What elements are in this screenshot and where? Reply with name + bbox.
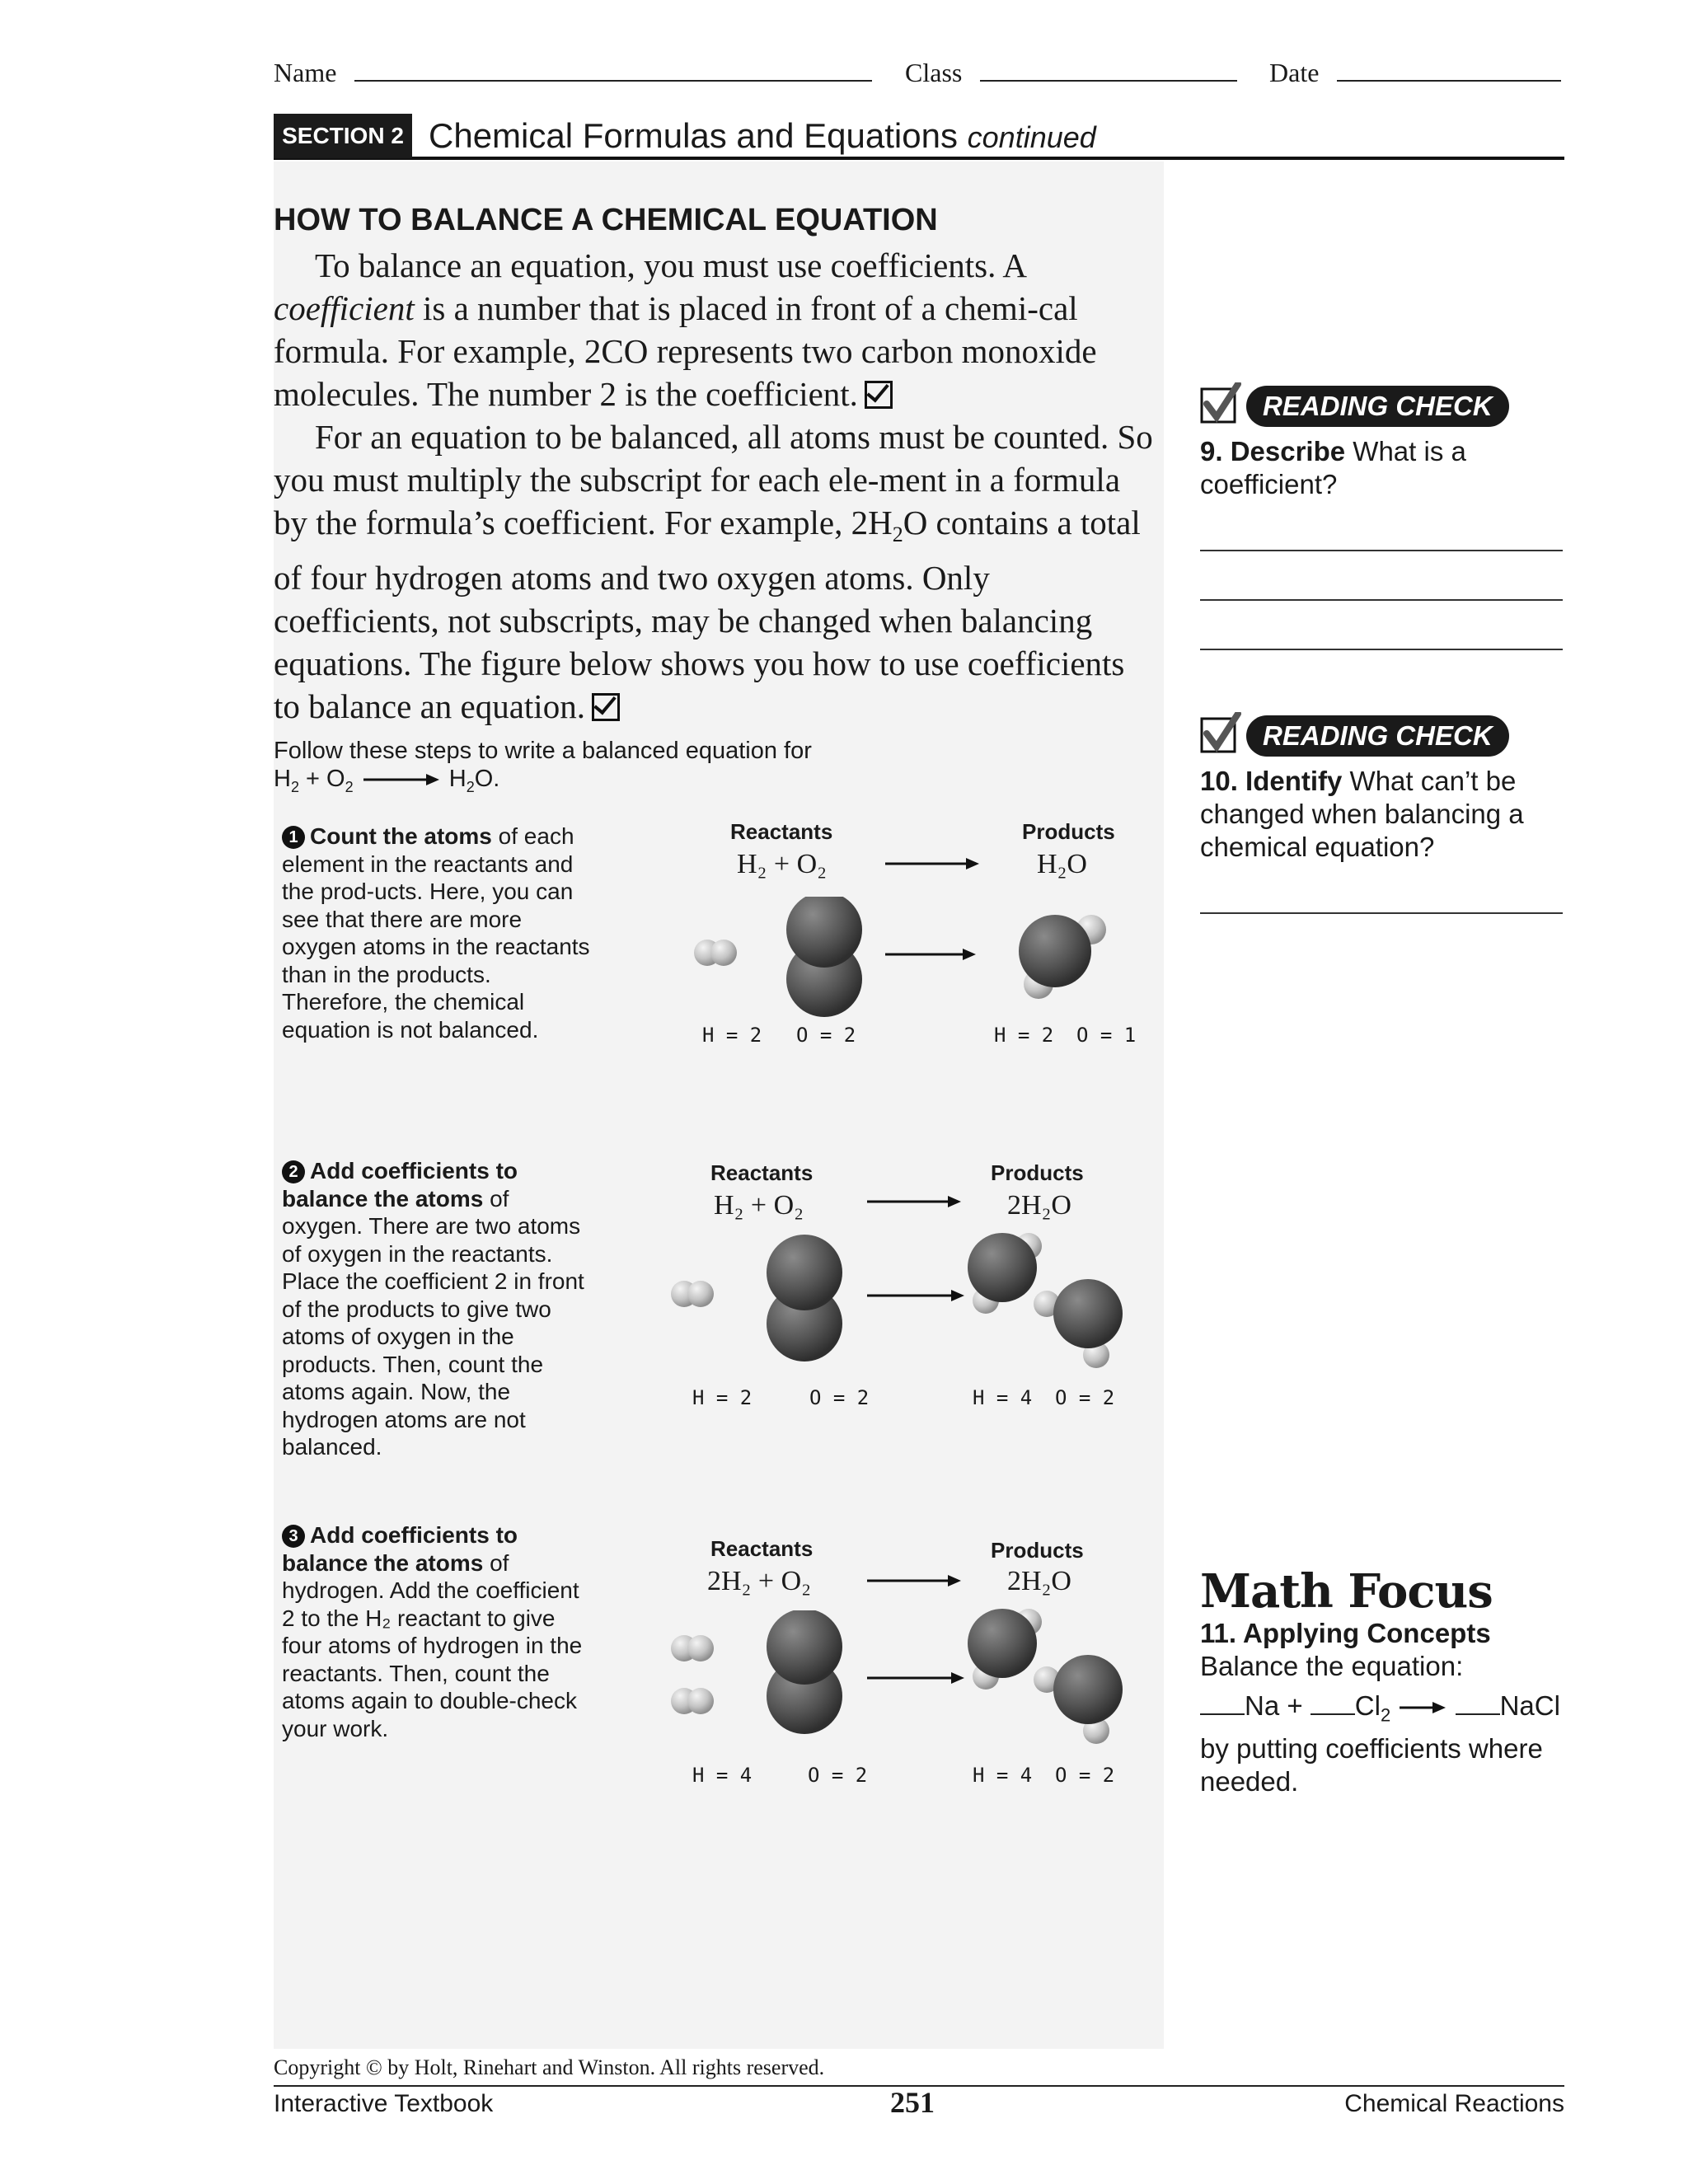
step-3-o-count-right: O = 2	[1055, 1764, 1115, 1787]
intro-sub: 2	[290, 778, 299, 795]
intro-plus: +	[306, 766, 320, 792]
section-continued: continued	[967, 120, 1096, 154]
section-header	[274, 114, 1564, 160]
step-1-molecule-diagram	[684, 897, 1030, 1020]
reading-check-badge	[1200, 707, 1566, 757]
q9-text: What is a coefficient?	[1200, 436, 1466, 499]
date-label: Date	[1269, 58, 1320, 87]
p2-start: For an equation to be balanced, all atoms must be counted. So you must multiply the subscript for each ele-ment in a formula by the formula’s coefficient. For example, 2H	[274, 418, 1153, 541]
paragraph-2	[274, 415, 1156, 728]
coefficient-blank-na[interactable]	[1200, 1713, 1245, 1715]
step-1-text	[282, 823, 595, 1043]
intro-product-h: H	[448, 766, 467, 792]
step-1-products-label: Products	[1022, 819, 1115, 844]
steps-intro	[274, 737, 933, 801]
step-2-o-count-right: O = 2	[1055, 1386, 1115, 1409]
step-3-text	[282, 1521, 595, 1742]
step-3-h-count-left: H = 4	[692, 1764, 753, 1787]
p1-term: coefficient	[274, 289, 415, 327]
p1-end: is a number that is placed in front of a chemi-cal formula. For example, 2CO represents two carbon monoxide molecules. The number 2 is the coefficient.	[274, 289, 1097, 413]
footer-book-title: Interactive Textbook	[274, 2090, 494, 2117]
q9-number: 9.	[1200, 436, 1223, 466]
step-3-molecule-diagram	[664, 1610, 978, 1742]
step-2-h-count-right: H = 4	[973, 1386, 1033, 1409]
checkmark-icon	[1200, 712, 1241, 753]
intro-sub: 2	[466, 778, 475, 795]
coefficient-blank-cl2[interactable]	[1311, 1713, 1355, 1715]
main-heading: HOW TO BALANCE A CHEMICAL EQUATION	[274, 203, 938, 237]
reaction-arrow-icon	[865, 1193, 964, 1210]
step-1-h-count-left: H = 2	[702, 1024, 762, 1047]
p2-subscript: 2	[892, 523, 903, 547]
reading-check-label: READING CHECK	[1246, 386, 1509, 427]
step-3-reactants-equation: 2H₂ + O₂	[707, 1566, 811, 1596]
q11-equation	[1200, 1690, 1568, 1732]
step-1-reactants-label: Reactants	[730, 819, 833, 844]
reading-check-badge	[1200, 377, 1566, 427]
step-2-products-equation: 2H₂O	[1007, 1190, 1071, 1221]
water-molecule-icon	[1009, 903, 1116, 1002]
step-3-products-equation: 2H₂O	[1007, 1566, 1071, 1596]
answer-line-q9[interactable]	[1200, 599, 1563, 601]
reaction-arrow-icon	[360, 771, 443, 788]
q10-number: 10.	[1200, 766, 1238, 796]
q9-verb: Describe	[1230, 436, 1346, 466]
step-3-bold: Add coefficients to balance the atoms	[282, 1522, 518, 1576]
water-molecules-icon	[963, 1231, 1136, 1371]
section-title-text: Chemical Formulas and Equations	[429, 116, 958, 155]
intro-equation	[274, 765, 933, 801]
p2-end: O contains a total of four hydrogen atoms and two oxygen atoms. Only coefficients, not subscripts, may be changed when balancing equations. The figure below shows you how to use coefficients to balance an equation.	[274, 504, 1141, 726]
footer-chapter: Chemical Reactions	[1344, 2090, 1564, 2117]
step-2-o-count-left: O = 2	[809, 1386, 870, 1409]
date-field	[1269, 58, 1561, 88]
intro-h: H	[274, 766, 291, 792]
class-field	[905, 58, 1237, 88]
page-number: 251	[890, 2086, 935, 2119]
main-body-text	[274, 244, 1156, 728]
step-2-reactants-label: Reactants	[710, 1160, 814, 1185]
section-title	[429, 114, 1096, 160]
reading-check-9	[1200, 377, 1566, 501]
name-label: Name	[274, 58, 337, 87]
intro-o: O	[326, 766, 345, 792]
p1-start: To balance an equation, you must use coefficients. A	[315, 246, 1025, 284]
step-2-products-label: Products	[991, 1160, 1084, 1185]
q10-text: What can’t be changed when balancing a chemical equation?	[1200, 766, 1524, 862]
step-1-body: of each element in the reactants and the prod-ucts. Here, you can see that there are more oxygen atoms in the reactants than in the products. Therefore, the chemical equation is not balanced.	[282, 823, 590, 1043]
coefficient-blank-nacl[interactable]	[1456, 1713, 1500, 1715]
intro-sub: 2	[345, 778, 354, 795]
reaction-arrow-icon	[1398, 1699, 1447, 1716]
question-9	[1200, 435, 1566, 501]
question-10	[1200, 765, 1566, 864]
intro-product-end: O.	[474, 766, 500, 792]
step-3-reactants-label: Reactants	[710, 1536, 814, 1561]
step-2-reactants-equation: H₂ + O₂	[714, 1190, 804, 1221]
step-1-reactants-equation: H₂ + O₂	[737, 849, 827, 879]
paragraph-1	[274, 244, 1156, 415]
step-number-badge: 2	[282, 1160, 305, 1183]
answer-line-q9[interactable]	[1200, 649, 1563, 650]
class-input-line[interactable]	[980, 80, 1237, 82]
q11-nacl: NaCl	[1499, 1690, 1560, 1721]
answer-line-q9[interactable]	[1200, 550, 1563, 551]
q11-heading: 11. Applying Concepts	[1200, 1618, 1491, 1648]
math-focus-question-11	[1200, 1617, 1568, 1798]
step-2-molecule-diagram	[664, 1235, 978, 1366]
q11-na: Na +	[1245, 1690, 1303, 1721]
step-2-text	[282, 1157, 595, 1461]
step-3-products-label: Products	[991, 1538, 1084, 1563]
step-1-products-equation: H₂O	[1037, 849, 1087, 879]
q10-verb: Identify	[1245, 766, 1343, 796]
reading-check-marker-icon	[865, 381, 893, 409]
water-molecules-icon	[963, 1607, 1136, 1747]
q11-text: Balance the equation:	[1200, 1651, 1464, 1681]
step-1-o-count-right: O = 1	[1076, 1024, 1137, 1047]
name-field	[274, 58, 872, 88]
section-tag: SECTION 2	[274, 114, 412, 158]
q11-cl: Cl	[1354, 1690, 1381, 1721]
q11-cl-sub: 2	[1380, 1704, 1391, 1726]
step-1-h-count-right: H = 2	[994, 1024, 1054, 1047]
step-1-o-count-left: O = 2	[796, 1024, 856, 1047]
name-input-line[interactable]	[354, 80, 872, 82]
math-focus-title: Math Focus	[1200, 1564, 1493, 1619]
q11-tail: by putting coefficients where needed.	[1200, 1732, 1543, 1797]
intro-text: Follow these steps to write a balanced equation for	[274, 738, 812, 764]
reaction-arrow-icon	[865, 1572, 964, 1589]
reading-check-label: READING CHECK	[1246, 715, 1509, 757]
step-2-body: of oxygen. There are two atoms of oxygen in the reactants. Place the coefficient 2 in front of the products to give two atoms of oxygen in the products. Then, count the atoms again. Now, the hydrogen atoms are not balanced.	[282, 1185, 584, 1460]
step-3-body: of hydrogen. Add the coefficient 2 to the H₂ reactant to give four atoms of hydrogen in the reactants. Then, count the atoms again to double-check your work.	[282, 1549, 583, 1741]
copyright: Copyright © by Holt, Rinehart and Winston. All rights reserved.	[274, 2055, 825, 2079]
step-number-badge: 3	[282, 1525, 305, 1548]
step-number-badge: 1	[282, 826, 305, 849]
date-input-line[interactable]	[1337, 80, 1561, 82]
reading-check-marker-icon	[592, 693, 620, 721]
class-label: Class	[905, 58, 963, 87]
answer-line-q10[interactable]	[1200, 912, 1563, 914]
step-2-h-count-left: H = 2	[692, 1386, 753, 1409]
reading-check-10	[1200, 707, 1566, 864]
step-2-bold: Add coefficients to balance the atoms	[282, 1158, 518, 1212]
checkmark-icon	[1200, 382, 1241, 424]
step-1-bold: Count the atoms	[310, 823, 492, 849]
reaction-arrow-icon	[884, 855, 982, 872]
step-3-o-count-left: O = 2	[808, 1764, 868, 1787]
step-3-h-count-right: H = 4	[973, 1764, 1033, 1787]
